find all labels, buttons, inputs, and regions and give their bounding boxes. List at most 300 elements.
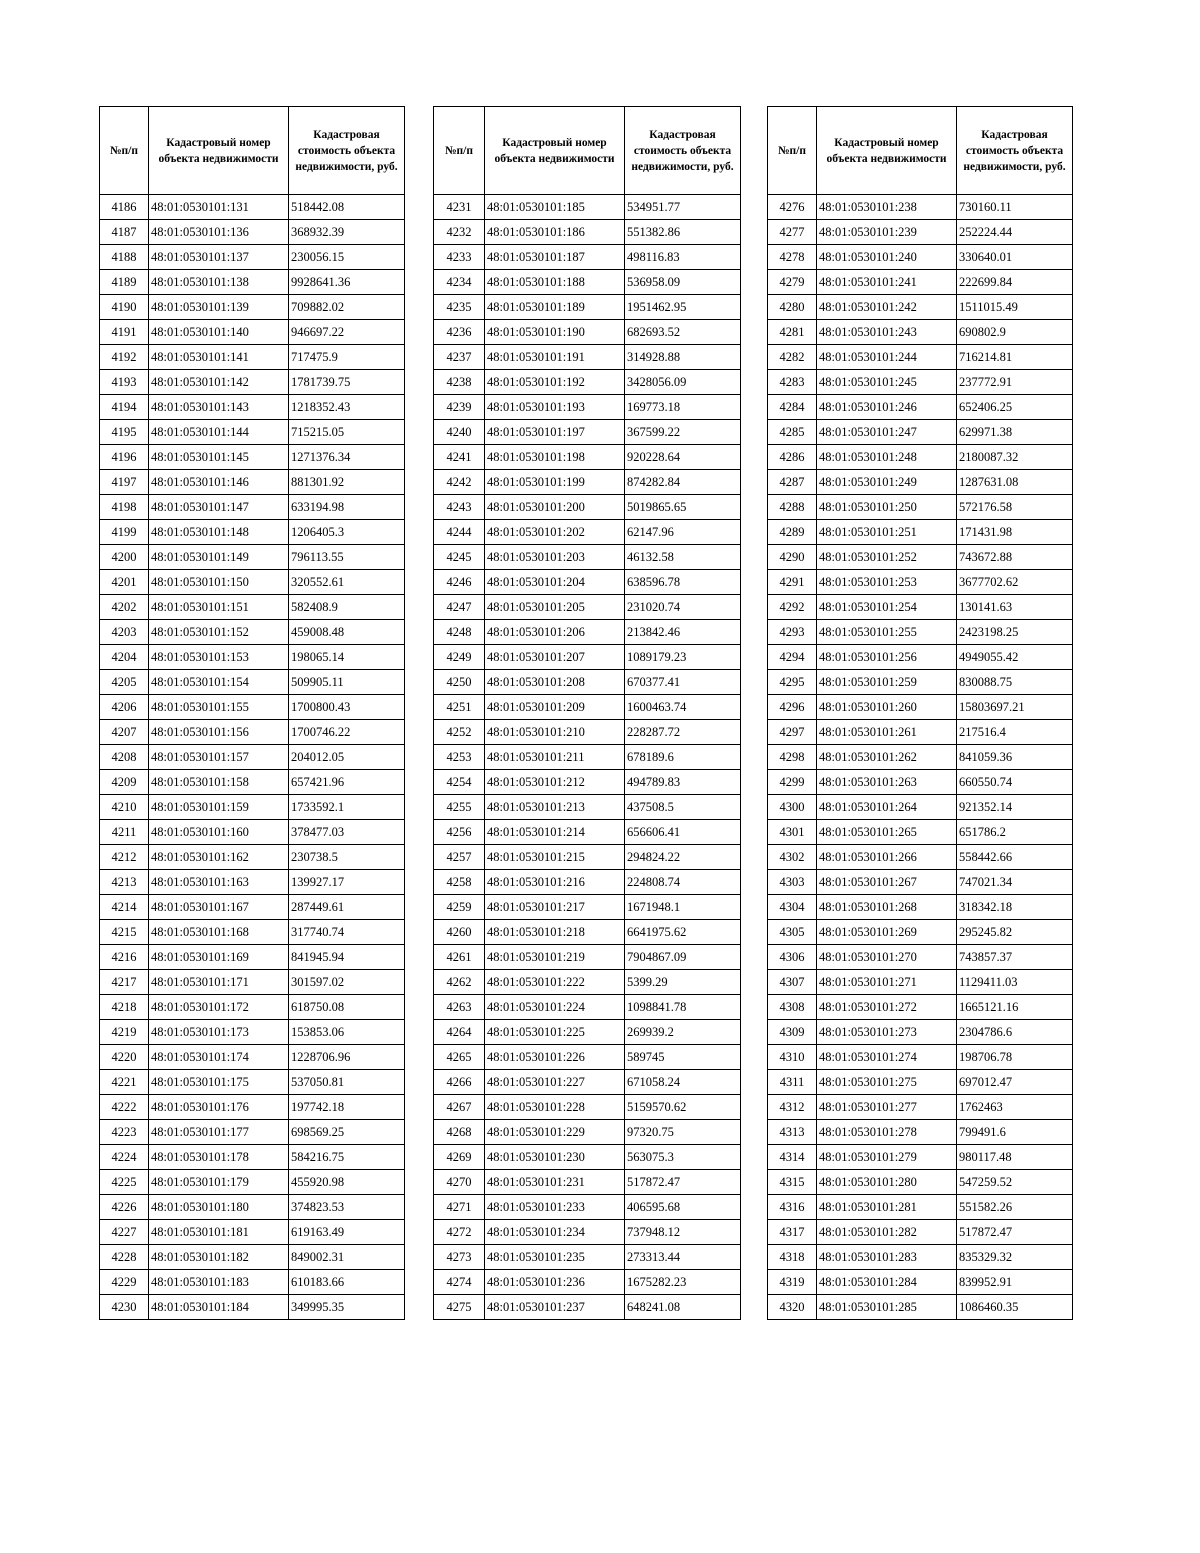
row-number: 4267	[434, 1095, 485, 1120]
row-number: 4187	[100, 220, 149, 245]
table-row	[768, 595, 1073, 620]
cadastral-value: 657421.96	[289, 770, 405, 795]
cadastral-value: 204012.05	[289, 745, 405, 770]
cadastral-value: 1600463.74	[625, 695, 741, 720]
cadastral-number: 48:01:0530101:197	[485, 420, 625, 445]
row-number: 4281	[768, 320, 817, 345]
table-row	[768, 1045, 1073, 1070]
row-number: 4208	[100, 745, 149, 770]
row-number: 4193	[100, 370, 149, 395]
cadastral-value: 839952.91	[957, 1270, 1073, 1295]
header-row	[434, 107, 741, 195]
row-number: 4311	[768, 1070, 817, 1095]
table-row	[768, 670, 1073, 695]
table-row	[434, 1120, 741, 1145]
row-number: 4220	[100, 1045, 149, 1070]
row-number: 4314	[768, 1145, 817, 1170]
table-row	[434, 595, 741, 620]
cadastral-value: 1665121.16	[957, 995, 1073, 1020]
table-row	[434, 270, 741, 295]
cadastral-number: 48:01:0530101:163	[149, 870, 289, 895]
table-row	[100, 1220, 405, 1245]
cadastral-number: 48:01:0530101:175	[149, 1070, 289, 1095]
cadastral-number: 48:01:0530101:208	[485, 670, 625, 695]
row-number: 4259	[434, 895, 485, 920]
cadastral-number: 48:01:0530101:228	[485, 1095, 625, 1120]
table-row	[434, 1020, 741, 1045]
table-row	[100, 320, 405, 345]
row-number: 4203	[100, 620, 149, 645]
cadastral-value: 5019865.65	[625, 495, 741, 520]
row-number: 4317	[768, 1220, 817, 1245]
cadastral-number: 48:01:0530101:199	[485, 470, 625, 495]
table-row	[434, 495, 741, 520]
table-row	[434, 1045, 741, 1070]
row-number: 4236	[434, 320, 485, 345]
cadastral-value: 638596.78	[625, 570, 741, 595]
cadastral-value: 197742.18	[289, 1095, 405, 1120]
row-number: 4230	[100, 1295, 149, 1320]
cadastral-number: 48:01:0530101:271	[817, 970, 957, 995]
row-number: 4198	[100, 495, 149, 520]
cadastral-value: 730160.11	[957, 195, 1073, 220]
cadastral-value: 269939.2	[625, 1020, 741, 1045]
table-row	[768, 1170, 1073, 1195]
row-number: 4186	[100, 195, 149, 220]
cadastral-number: 48:01:0530101:176	[149, 1095, 289, 1120]
cadastral-value: 697012.47	[957, 1070, 1073, 1095]
table-row	[768, 870, 1073, 895]
table-row	[100, 370, 405, 395]
cadastral-value: 1781739.75	[289, 370, 405, 395]
cadastral-number: 48:01:0530101:250	[817, 495, 957, 520]
cadastral-value: 551582.26	[957, 1195, 1073, 1220]
row-number: 4190	[100, 295, 149, 320]
row-number: 4313	[768, 1120, 817, 1145]
cadastral-number: 48:01:0530101:152	[149, 620, 289, 645]
cadastral-value: 584216.75	[289, 1145, 405, 1170]
row-number: 4207	[100, 720, 149, 745]
cadastral-value: 849002.31	[289, 1245, 405, 1270]
cadastral-value: 682693.52	[625, 320, 741, 345]
row-number: 4237	[434, 345, 485, 370]
cadastral-number: 48:01:0530101:273	[817, 1020, 957, 1045]
table-row	[768, 320, 1073, 345]
row-number: 4265	[434, 1045, 485, 1070]
row-number: 4189	[100, 270, 149, 295]
cadastral-number: 48:01:0530101:277	[817, 1095, 957, 1120]
cadastral-number: 48:01:0530101:285	[817, 1295, 957, 1320]
cadastral-value: 652406.25	[957, 395, 1073, 420]
cadastral-value: 455920.98	[289, 1170, 405, 1195]
row-number: 4319	[768, 1270, 817, 1295]
cadastral-number: 48:01:0530101:213	[485, 795, 625, 820]
cadastral-value: 198065.14	[289, 645, 405, 670]
row-number: 4254	[434, 770, 485, 795]
table-row	[768, 795, 1073, 820]
row-number: 4206	[100, 695, 149, 720]
table-row	[768, 570, 1073, 595]
table-row	[768, 295, 1073, 320]
cadastral-number: 48:01:0530101:200	[485, 495, 625, 520]
cadastral-value: 709882.02	[289, 295, 405, 320]
row-number: 4228	[100, 1245, 149, 1270]
row-number: 4191	[100, 320, 149, 345]
row-number: 4194	[100, 395, 149, 420]
cadastral-number: 48:01:0530101:138	[149, 270, 289, 295]
row-number: 4222	[100, 1095, 149, 1120]
table-row	[434, 720, 741, 745]
cadastral-number: 48:01:0530101:265	[817, 820, 957, 845]
row-number: 4303	[768, 870, 817, 895]
cadastral-number: 48:01:0530101:145	[149, 445, 289, 470]
row-number: 4278	[768, 245, 817, 270]
row-number: 4212	[100, 845, 149, 870]
cadastral-value: 224808.74	[625, 870, 741, 895]
table-row	[434, 670, 741, 695]
cadastral-value: 670377.41	[625, 670, 741, 695]
header-cadastral-number: Кадастровый номер объекта недвижимости	[149, 107, 289, 195]
cadastral-number: 48:01:0530101:241	[817, 270, 957, 295]
row-number: 4272	[434, 1220, 485, 1245]
cadastral-value: 619163.49	[289, 1220, 405, 1245]
row-number: 4296	[768, 695, 817, 720]
cadastral-value: 349995.35	[289, 1295, 405, 1320]
cadastral-value: 1218352.43	[289, 395, 405, 420]
cadastral-number: 48:01:0530101:171	[149, 970, 289, 995]
cadastral-value: 582408.9	[289, 595, 405, 620]
cadastral-value: 517872.47	[625, 1170, 741, 1195]
cadastral-value: 406595.68	[625, 1195, 741, 1220]
cadastral-number: 48:01:0530101:252	[817, 545, 957, 570]
table-row	[434, 445, 741, 470]
table-row	[434, 620, 741, 645]
cadastral-number: 48:01:0530101:262	[817, 745, 957, 770]
row-number: 4238	[434, 370, 485, 395]
cadastral-number: 48:01:0530101:154	[149, 670, 289, 695]
header-number: №п/п	[434, 107, 485, 195]
table-row	[768, 520, 1073, 545]
cadastral-number: 48:01:0530101:162	[149, 845, 289, 870]
row-number: 4256	[434, 820, 485, 845]
row-number: 4231	[434, 195, 485, 220]
row-number: 4304	[768, 895, 817, 920]
row-number: 4307	[768, 970, 817, 995]
table-body	[768, 195, 1073, 1320]
cadastral-number: 48:01:0530101:217	[485, 895, 625, 920]
cadastral-value: 273313.44	[625, 1245, 741, 1270]
cadastral-number: 48:01:0530101:168	[149, 920, 289, 945]
cadastral-table-2	[433, 106, 741, 1320]
table-row	[768, 620, 1073, 645]
row-number: 4283	[768, 370, 817, 395]
row-number: 4263	[434, 995, 485, 1020]
table-row	[768, 720, 1073, 745]
cadastral-number: 48:01:0530101:203	[485, 545, 625, 570]
cadastral-value: 1129411.03	[957, 970, 1073, 995]
table-row	[100, 295, 405, 320]
cadastral-number: 48:01:0530101:186	[485, 220, 625, 245]
row-number: 4248	[434, 620, 485, 645]
table-row	[434, 870, 741, 895]
table-row	[434, 570, 741, 595]
cadastral-value: 537050.81	[289, 1070, 405, 1095]
cadastral-value: 171431.98	[957, 520, 1073, 545]
table-row	[100, 745, 405, 770]
cadastral-number: 48:01:0530101:270	[817, 945, 957, 970]
header-cadastral-value: Кадастровая стоимость объекта недвижимости, руб.	[289, 107, 405, 195]
table-row	[100, 1270, 405, 1295]
cadastral-value: 589745	[625, 1045, 741, 1070]
row-number: 4291	[768, 570, 817, 595]
cadastral-value: 2180087.32	[957, 445, 1073, 470]
cadastral-value: 796113.55	[289, 545, 405, 570]
row-number: 4258	[434, 870, 485, 895]
row-number: 4270	[434, 1170, 485, 1195]
row-number: 4269	[434, 1145, 485, 1170]
cadastral-number: 48:01:0530101:222	[485, 970, 625, 995]
row-number: 4192	[100, 345, 149, 370]
table-row	[434, 420, 741, 445]
row-number: 4224	[100, 1145, 149, 1170]
cadastral-value: 946697.22	[289, 320, 405, 345]
cadastral-number: 48:01:0530101:188	[485, 270, 625, 295]
cadastral-value: 1089179.23	[625, 645, 741, 670]
table-row	[768, 1120, 1073, 1145]
table-row	[100, 1045, 405, 1070]
cadastral-number: 48:01:0530101:283	[817, 1245, 957, 1270]
cadastral-value: 633194.98	[289, 495, 405, 520]
table-row	[768, 420, 1073, 445]
cadastral-number: 48:01:0530101:139	[149, 295, 289, 320]
table-row	[768, 270, 1073, 295]
cadastral-number: 48:01:0530101:140	[149, 320, 289, 345]
row-number: 4308	[768, 995, 817, 1020]
table-row	[100, 270, 405, 295]
cadastral-value: 230738.5	[289, 845, 405, 870]
cadastral-value: 378477.03	[289, 820, 405, 845]
cadastral-value: 841945.94	[289, 945, 405, 970]
cadastral-number: 48:01:0530101:136	[149, 220, 289, 245]
cadastral-value: 743672.88	[957, 545, 1073, 570]
cadastral-value: 330640.01	[957, 245, 1073, 270]
cadastral-number: 48:01:0530101:231	[485, 1170, 625, 1195]
table-row	[768, 445, 1073, 470]
row-number: 4275	[434, 1295, 485, 1320]
cadastral-value: 1675282.23	[625, 1270, 741, 1295]
cadastral-number: 48:01:0530101:183	[149, 1270, 289, 1295]
table-row	[100, 195, 405, 220]
row-number: 4240	[434, 420, 485, 445]
cadastral-number: 48:01:0530101:259	[817, 670, 957, 695]
table-row	[768, 820, 1073, 845]
cadastral-value: 3428056.09	[625, 370, 741, 395]
table-row	[434, 1295, 741, 1320]
row-number: 4202	[100, 595, 149, 620]
cadastral-value: 6641975.62	[625, 920, 741, 945]
row-number: 4227	[100, 1220, 149, 1245]
table-row	[100, 1195, 405, 1220]
table-row	[100, 520, 405, 545]
row-number: 4305	[768, 920, 817, 945]
table-row	[100, 795, 405, 820]
row-number: 4239	[434, 395, 485, 420]
table-row	[434, 245, 741, 270]
cadastral-value: 368932.39	[289, 220, 405, 245]
table-row	[768, 195, 1073, 220]
cadastral-value: 9928641.36	[289, 270, 405, 295]
cadastral-value: 835329.32	[957, 1245, 1073, 1270]
table-row	[434, 1270, 741, 1295]
cadastral-value: 1206405.3	[289, 520, 405, 545]
table-row	[100, 1070, 405, 1095]
cadastral-number: 48:01:0530101:212	[485, 770, 625, 795]
row-number: 4318	[768, 1245, 817, 1270]
cadastral-number: 48:01:0530101:268	[817, 895, 957, 920]
row-number: 4199	[100, 520, 149, 545]
cadastral-value: 169773.18	[625, 395, 741, 420]
header-number: №п/п	[100, 107, 149, 195]
cadastral-number: 48:01:0530101:237	[485, 1295, 625, 1320]
row-number: 4241	[434, 445, 485, 470]
cadastral-value: 314928.88	[625, 345, 741, 370]
cadastral-value: 301597.02	[289, 970, 405, 995]
cadastral-value: 747021.34	[957, 870, 1073, 895]
cadastral-number: 48:01:0530101:177	[149, 1120, 289, 1145]
table-row	[434, 470, 741, 495]
row-number: 4243	[434, 495, 485, 520]
cadastral-value: 716214.81	[957, 345, 1073, 370]
cadastral-number: 48:01:0530101:242	[817, 295, 957, 320]
table-row	[768, 695, 1073, 720]
cadastral-number: 48:01:0530101:187	[485, 245, 625, 270]
cadastral-value: 671058.24	[625, 1070, 741, 1095]
cadastral-value: 1700800.43	[289, 695, 405, 720]
table-row	[434, 1245, 741, 1270]
cadastral-number: 48:01:0530101:218	[485, 920, 625, 945]
row-number: 4277	[768, 220, 817, 245]
cadastral-number: 48:01:0530101:207	[485, 645, 625, 670]
table-row	[434, 845, 741, 870]
cadastral-value: 874282.84	[625, 470, 741, 495]
table-row	[434, 520, 741, 545]
table-row	[768, 1195, 1073, 1220]
row-number: 4221	[100, 1070, 149, 1095]
cadastral-number: 48:01:0530101:181	[149, 1220, 289, 1245]
header-row	[100, 107, 405, 195]
row-number: 4244	[434, 520, 485, 545]
table-row	[434, 995, 741, 1020]
cadastral-value: 494789.83	[625, 770, 741, 795]
table-row	[768, 945, 1073, 970]
cadastral-value: 572176.58	[957, 495, 1073, 520]
cadastral-value: 1733592.1	[289, 795, 405, 820]
table-row	[768, 645, 1073, 670]
row-number: 4211	[100, 820, 149, 845]
cadastral-number: 48:01:0530101:246	[817, 395, 957, 420]
cadastral-value: 536958.09	[625, 270, 741, 295]
table-row	[434, 1195, 741, 1220]
cadastral-value: 317740.74	[289, 920, 405, 945]
table-row	[100, 845, 405, 870]
cadastral-number: 48:01:0530101:151	[149, 595, 289, 620]
cadastral-table-3	[767, 106, 1073, 1320]
cadastral-value: 62147.96	[625, 520, 741, 545]
row-number: 4261	[434, 945, 485, 970]
cadastral-value: 698569.25	[289, 1120, 405, 1145]
row-number: 4279	[768, 270, 817, 295]
cadastral-table-1	[99, 106, 405, 1320]
cadastral-value: 1951462.95	[625, 295, 741, 320]
table-row	[100, 345, 405, 370]
cadastral-number: 48:01:0530101:189	[485, 295, 625, 320]
table-row	[434, 1145, 741, 1170]
row-number: 4286	[768, 445, 817, 470]
table-row	[100, 1145, 405, 1170]
row-number: 4188	[100, 245, 149, 270]
cadastral-number: 48:01:0530101:167	[149, 895, 289, 920]
row-number: 4290	[768, 545, 817, 570]
cadastral-value: 213842.46	[625, 620, 741, 645]
cadastral-number: 48:01:0530101:253	[817, 570, 957, 595]
cadastral-value: 5399.29	[625, 970, 741, 995]
cadastral-value: 660550.74	[957, 770, 1073, 795]
table-row	[100, 870, 405, 895]
row-number: 4282	[768, 345, 817, 370]
cadastral-number: 48:01:0530101:169	[149, 945, 289, 970]
cadastral-number: 48:01:0530101:184	[149, 1295, 289, 1320]
cadastral-number: 48:01:0530101:153	[149, 645, 289, 670]
cadastral-number: 48:01:0530101:174	[149, 1045, 289, 1070]
cadastral-number: 48:01:0530101:227	[485, 1070, 625, 1095]
table-row	[434, 920, 741, 945]
cadastral-value: 1671948.1	[625, 895, 741, 920]
header-cadastral-value: Кадастровая стоимость объекта недвижимости, руб.	[625, 107, 741, 195]
cadastral-number: 48:01:0530101:205	[485, 595, 625, 620]
table-row	[768, 1220, 1073, 1245]
cadastral-number: 48:01:0530101:215	[485, 845, 625, 870]
table-row	[768, 895, 1073, 920]
header-cadastral-number: Кадастровый номер объекта недвижимости	[485, 107, 625, 195]
cadastral-number: 48:01:0530101:185	[485, 195, 625, 220]
table-row	[768, 395, 1073, 420]
table-row	[100, 895, 405, 920]
table-row	[100, 1120, 405, 1145]
cadastral-number: 48:01:0530101:141	[149, 345, 289, 370]
row-number: 4293	[768, 620, 817, 645]
table-row	[100, 945, 405, 970]
cadastral-value: 618750.08	[289, 995, 405, 1020]
row-number: 4289	[768, 520, 817, 545]
cadastral-value: 367599.22	[625, 420, 741, 445]
table-row	[434, 645, 741, 670]
table-row	[434, 395, 741, 420]
row-number: 4273	[434, 1245, 485, 1270]
table-row	[100, 670, 405, 695]
cadastral-number: 48:01:0530101:147	[149, 495, 289, 520]
table-row	[434, 1170, 741, 1195]
table-row	[768, 1145, 1073, 1170]
cadastral-value: 737948.12	[625, 1220, 741, 1245]
cadastral-number: 48:01:0530101:255	[817, 620, 957, 645]
table-row	[768, 220, 1073, 245]
cadastral-number: 48:01:0530101:190	[485, 320, 625, 345]
cadastral-number: 48:01:0530101:219	[485, 945, 625, 970]
row-number: 4299	[768, 770, 817, 795]
row-number: 4287	[768, 470, 817, 495]
row-number: 4302	[768, 845, 817, 870]
row-number: 4274	[434, 1270, 485, 1295]
